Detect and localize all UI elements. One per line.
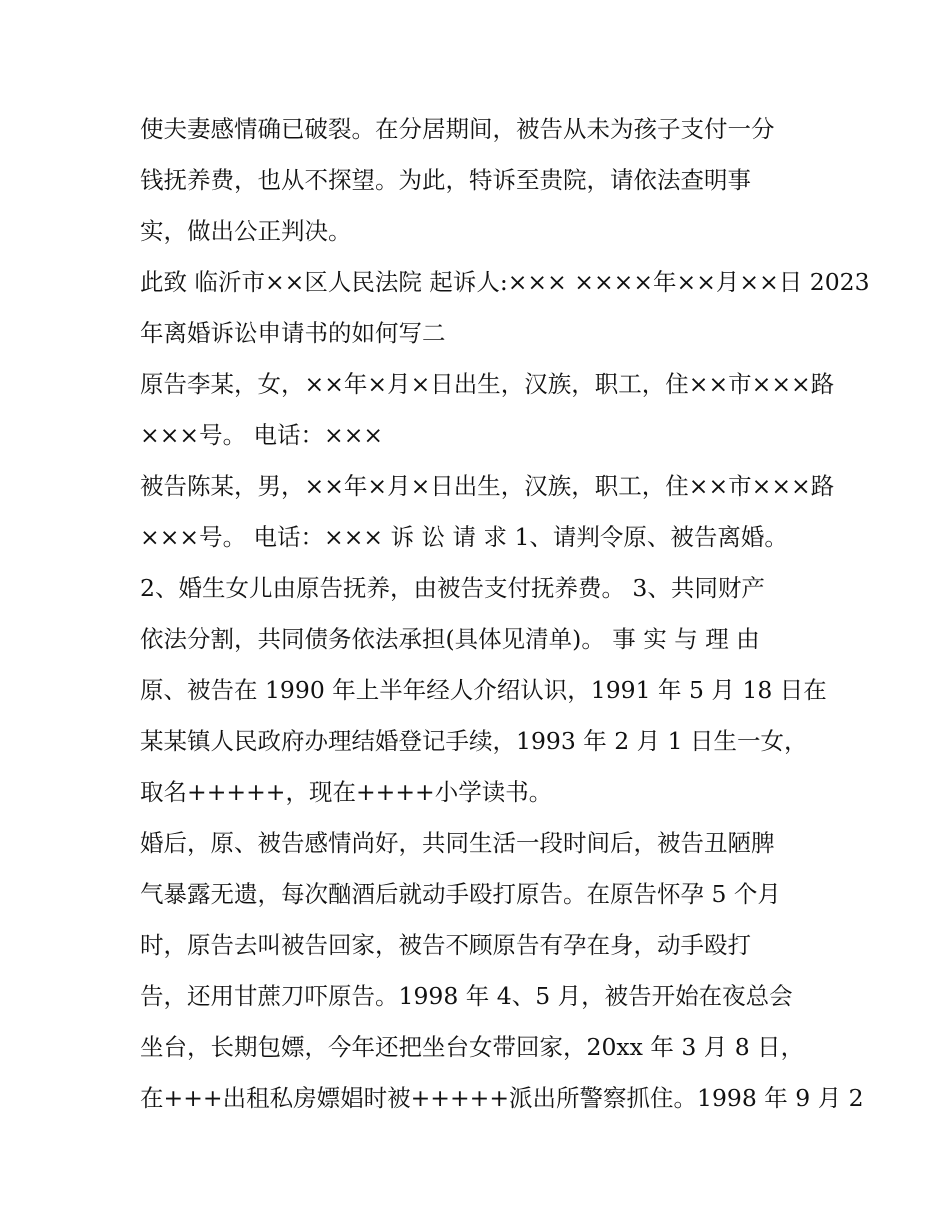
text-line-15: 婚后，原、被告感情尚好，共同生活一段时间后，被告丑陋脾	[140, 829, 775, 857]
text-line-6: 原告李某，女，××年×月×日出生，汉族，职工，住××市×××路	[140, 370, 835, 398]
text-line-9: ×××号。 电话：××× 诉 讼 请 求 1、请判令原、被告离婚。	[140, 523, 788, 551]
text-line-11: 依法分割，共同债务依法承担(具体见清单)。 事 实 与 理 由	[140, 625, 760, 653]
text-line-2: 钱抚养费，也从不探望。为此，特诉至贵院，请依法查明事	[140, 166, 751, 194]
text-line-5: 年离婚诉讼申请书的如何写二	[140, 319, 446, 347]
text-line-17: 时，原告去叫被告回家，被告不顾原告有孕在身，动手殴打	[140, 931, 751, 959]
text-line-7: ×××号。 电话：×××	[140, 421, 384, 449]
text-line-14: 取名+++++，现在++++小学读书。	[140, 778, 553, 806]
text-line-16: 气暴露无遗，每次酗酒后就动手殴打原告。在原告怀孕 5 个月	[140, 880, 781, 908]
text-line-8: 被告陈某，男，××年×月×日出生，汉族，职工，住××市×××路	[140, 472, 835, 500]
text-line-10: 2、婚生女儿由原告抚养，由被告支付抚养费。 3、共同财产	[140, 574, 765, 602]
body-text	[140, 104, 870, 1124]
text-line-3: 实，做出公正判决。	[140, 217, 352, 245]
text-line-18: 告，还用甘蔗刀吓原告。1998 年 4、5 月，被告开始在夜总会	[140, 982, 793, 1010]
text-line-13: 某某镇人民政府办理结婚登记手续，1993 年 2 月 1 日生一女，	[140, 727, 808, 755]
text-line-19: 坐台，长期包嫖，今年还把坐台女带回家，20xx 年 3 月 8 日，	[140, 1033, 805, 1061]
text-line-12: 原、被告在 1990 年上半年经人介绍认识，1991 年 5 月 18 日在	[140, 676, 827, 704]
text-line-4: 此致 临沂市××区人民法院 起诉人:××× ××××年××月××日 2023	[140, 268, 870, 296]
text-line-20: 在+++出租私房嫖娼时被+++++派出所警察抓住。1998 年 9 月 2	[140, 1084, 864, 1112]
text-line-1: 使夫妻感情确已破裂。在分居期间，被告从未为孩子支付一分	[140, 115, 775, 143]
